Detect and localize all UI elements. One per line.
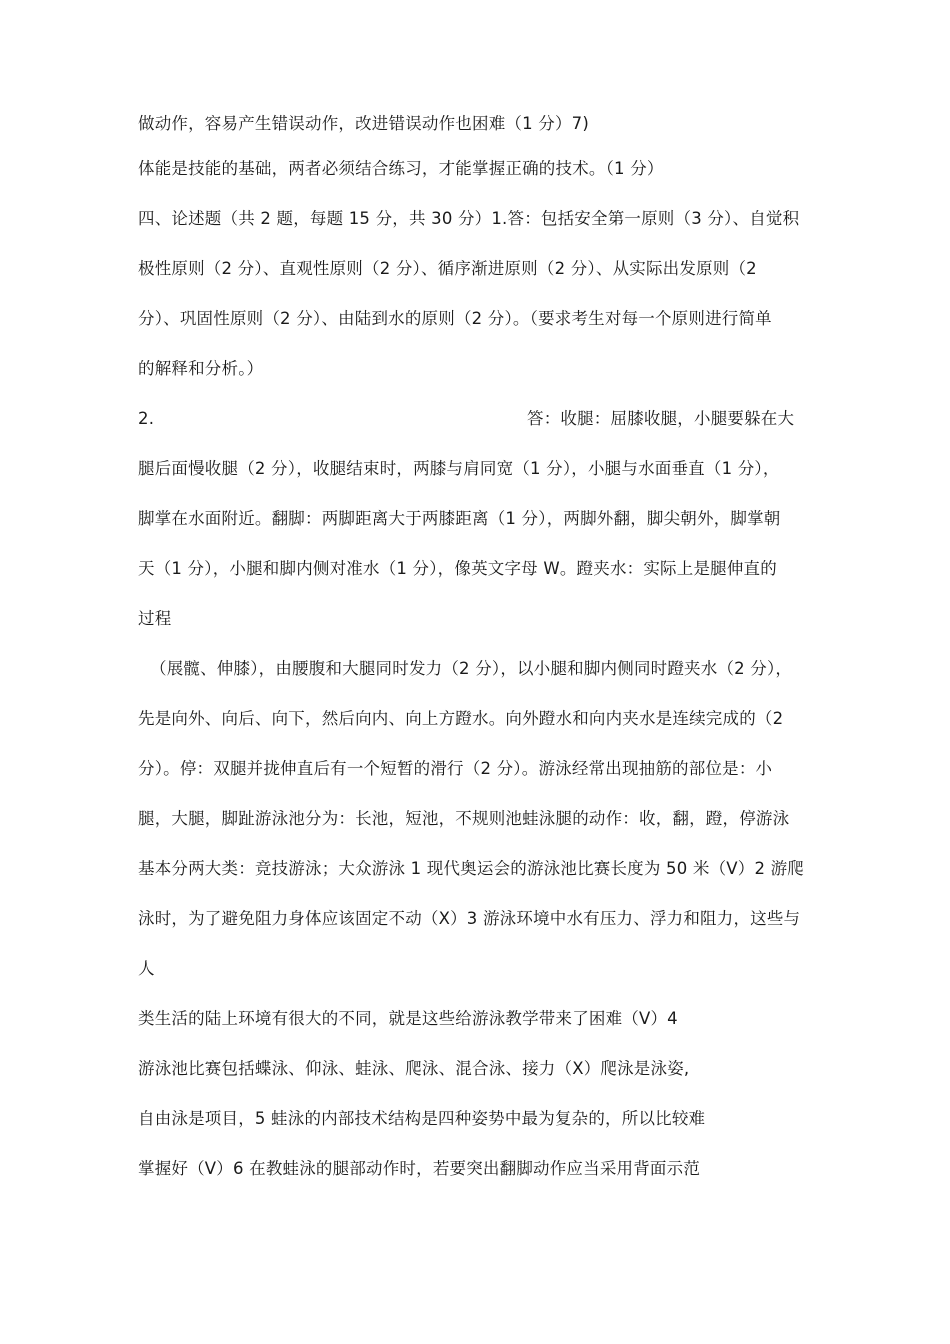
text-line: 人 bbox=[138, 959, 155, 978]
text-line: 分）、巩固性原则（2 分）、由陆到水的原则（2 分）。（要求考生对每一个原则进行简单 bbox=[138, 309, 772, 328]
text-line: 四、论述题（共 2 题，每题 15 分，共 30 分）1.答：包括安全第一原则（3 分）、自觉积 bbox=[138, 209, 800, 228]
text-line: 过程 bbox=[138, 609, 172, 628]
text-line: 做动作，容易产生错误动作，改进错误动作也困难（1 分）7) bbox=[138, 114, 589, 133]
text-line: 泳时，为了避免阻力身体应该固定不动（X）3 游泳环境中水有压力、浮力和阻力，这些与 bbox=[138, 909, 801, 928]
text-line: 腿后面慢收腿（2 分），收腿结束时，两膝与肩同宽（1 分），小腿与水面垂直（1 分）， bbox=[138, 459, 780, 478]
text-line: 腿，大腿，脚趾游泳池分为：长池，短池，不规则池蛙泳腿的动作：收，翻，蹬，停游泳 bbox=[138, 809, 790, 828]
text-line: 分）。停：双腿并拢伸直后有一个短暂的滑行（2 分）。游泳经常出现抽筋的部位是：小 bbox=[138, 759, 773, 778]
text-line: （展髋、伸膝），由腰腹和大腿同时发力（2 分），以小腿和脚内侧同时蹬夹水（2 分）， bbox=[150, 659, 793, 678]
text-line: 脚掌在水面附近。翻脚：两脚距离大于两膝距离（1 分），两脚外翻，脚尖朝外，脚掌朝 bbox=[138, 509, 781, 528]
text-line: 体能是技能的基础，两者必须结合练习，才能掌握正确的技术。（1 分） bbox=[138, 159, 664, 178]
text-line: 游泳池比赛包括蝶泳、仰泳、蛙泳、爬泳、混合泳、接力（X）爬泳是泳姿, bbox=[138, 1059, 690, 1078]
text-line: 自由泳是项目，5 蛙泳的内部技术结构是四种姿势中最为复杂的，所以比较难 bbox=[138, 1109, 706, 1128]
text-line-right: 答：收腿：屈膝收腿，小腿要躲在大 bbox=[527, 409, 795, 428]
text-line: 基本分两大类：竞技游泳；大众游泳 1 现代奥运会的游泳池比赛长度为 50 米（V）2 游爬 bbox=[138, 859, 805, 878]
text-line: 的解释和分析。） bbox=[138, 359, 264, 378]
text-line: 掌握好（V）6 在教蛙泳的腿部动作时，若要突出翻脚动作应当采用背面示范 bbox=[138, 1159, 701, 1178]
text-line: 天（1 分），小腿和脚内侧对准水（1 分），像英文字母 W。蹬夹水：实际上是腿伸直的 bbox=[138, 559, 777, 578]
text-line: 类生活的陆上环境有很大的不同，就是这些给游泳教学带来了困难（V）4 bbox=[138, 1009, 678, 1028]
question-number: 2. bbox=[138, 409, 155, 428]
text-line: 先是向外、向后、向下，然后向内、向上方蹬水。向外蹬水和向内夹水是连续完成的（2 bbox=[138, 709, 784, 728]
text-line: 极性原则（2 分）、直观性原则（2 分）、循序渐进原则（2 分）、从实际出发原则（2 bbox=[138, 259, 757, 278]
